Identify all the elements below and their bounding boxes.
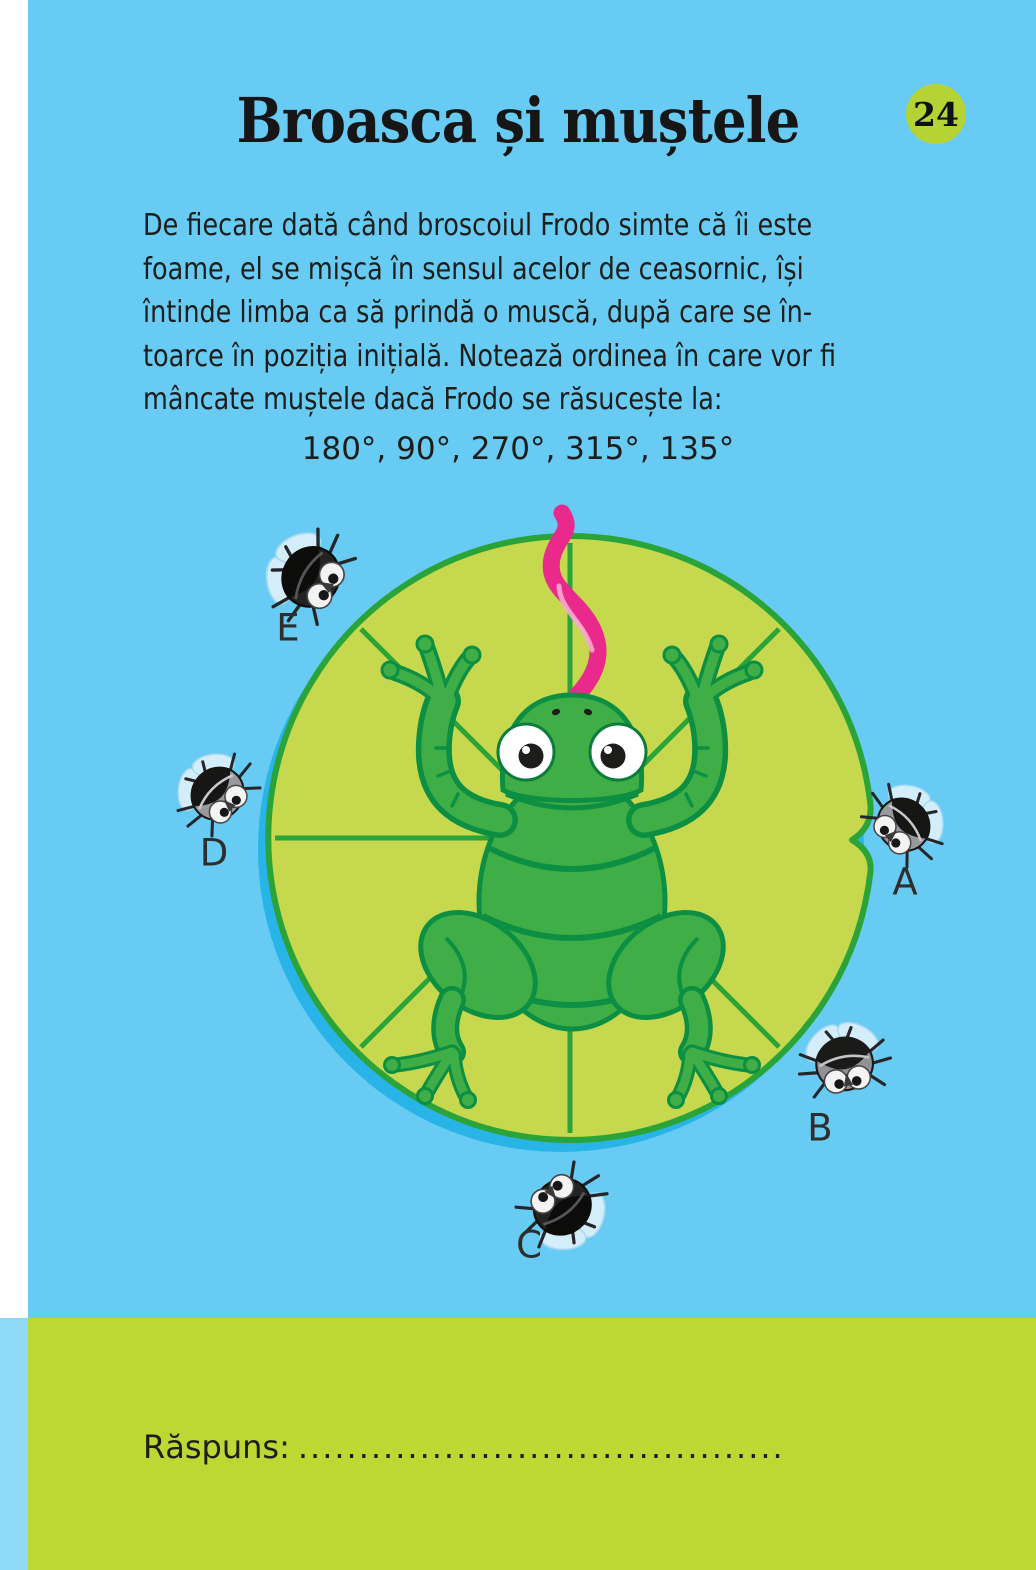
fly-label-e: E: [276, 606, 300, 650]
intro-line: mâncate muștele dacă Frodo se răsucește la:: [143, 382, 723, 417]
fly-d-icon: [155, 731, 267, 843]
fly-label-a: A: [892, 860, 918, 904]
intro-line: întinde limba ca să prindă o muscă, după care se în-: [143, 295, 813, 330]
fly-label-d: D: [199, 831, 229, 875]
intro-paragraph: [143, 204, 958, 422]
left-margin-strip: [0, 1318, 28, 1570]
rotation-angles-list: 180°, 90°, 270°, 315°, 135°: [301, 431, 735, 467]
intro-line: De fiecare dată când broscoiul Frodo simte că îi este: [143, 208, 813, 243]
fly-e-icon: [243, 509, 361, 634]
answer-blank: ........................................: [297, 1428, 785, 1466]
page-number: 24: [913, 94, 959, 134]
fly-label-c: C: [516, 1223, 542, 1267]
intro-line: foame, el se mișcă în sensul acelor de ceasornic, își: [143, 251, 804, 287]
page-number-badge: [906, 84, 966, 144]
intro-line: toarce în poziția inițială. Notează ordinea în care vor fi: [143, 338, 837, 374]
fly-label-b: B: [807, 1106, 833, 1150]
page-title: Broasca și muștele: [236, 84, 800, 157]
answer-line: [143, 1428, 785, 1466]
answer-label: Răspuns:: [143, 1428, 290, 1466]
